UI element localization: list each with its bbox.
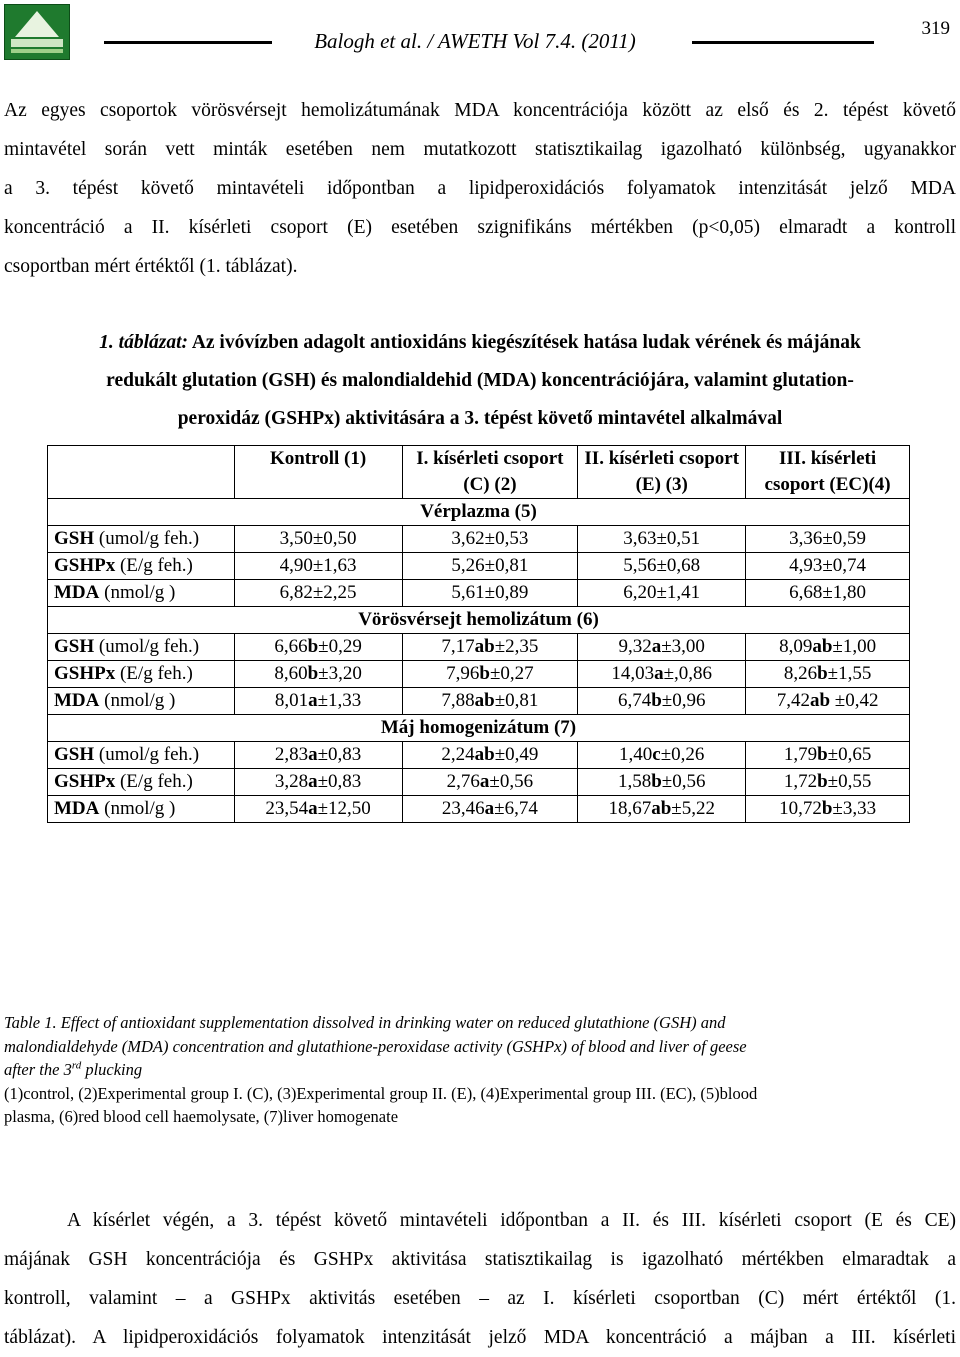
english-caption-text: plucking	[81, 1060, 143, 1079]
column-header: Kontroll (1)	[234, 446, 402, 499]
significance-letter: a	[308, 771, 318, 792]
value-cell	[234, 688, 402, 715]
caption-line-3: peroxidáz (GSHPx) aktivitására a 3. tépést követő mintavétel alkalmával	[177, 408, 783, 429]
value-cell	[234, 661, 402, 688]
value-cell	[578, 580, 746, 607]
significance-letter: a	[654, 663, 664, 684]
intro-line: a 3. tépést követő mintavételi időpontban a lipidperoxidációs folyamatok intenzitását jelző MDA	[4, 178, 956, 199]
english-caption	[4, 1011, 956, 1129]
closing-line: A kísérlet végén, a 3. tépést követő mintavételi időpontban a II. és III. kísérleti csoport (E és CE)	[67, 1210, 956, 1231]
column-header: III. kísérleti csoport (EC)(4)	[746, 446, 910, 499]
significance-letter: b	[817, 771, 828, 792]
value-text: ±3,33	[832, 798, 877, 819]
table-corner-cell	[48, 446, 235, 499]
value-cell	[578, 688, 746, 715]
value-text: 7,17	[441, 636, 475, 657]
page-number: 319	[921, 18, 950, 39]
value-text: ±1,33	[317, 690, 362, 711]
table-row	[48, 769, 910, 796]
value-cell	[234, 553, 402, 580]
journal-logo	[4, 4, 70, 60]
table-row	[48, 796, 910, 823]
value-text: 8,01	[274, 690, 309, 711]
legend-line: plasma, (6)red blood cell haemolysate, (7)liver homogenate	[4, 1107, 399, 1126]
intro-line: csoportban mért értéktől (1. táblázat).	[4, 256, 298, 277]
value-cell	[746, 526, 910, 553]
value-cell	[234, 526, 402, 553]
row-label-param: GSH	[54, 528, 95, 549]
intro-line: mintavétel során vett minták esetében nem mutatkozott statisztikailag igazolható különbség, ugyanakkor	[4, 139, 956, 160]
significance-letter: b	[821, 798, 833, 819]
value-text: 4,90±1,63	[279, 555, 357, 576]
row-label	[48, 742, 235, 769]
value-cell	[746, 553, 910, 580]
value-text: 2,76	[446, 771, 480, 792]
value-cell	[746, 796, 910, 823]
value-text: 6,20±1,41	[623, 582, 701, 603]
value-text: 3,62±0,53	[451, 528, 529, 549]
running-header: Balogh et al. / AWETH Vol 7.4. (2011)	[314, 29, 636, 53]
value-cell	[402, 553, 578, 580]
value-text: ±0,55	[827, 771, 872, 792]
significance-letter: a	[651, 636, 662, 657]
value-text: 3,50±0,50	[279, 528, 357, 549]
value-text: ±0,83	[317, 771, 362, 792]
value-cell	[234, 742, 402, 769]
value-cell	[402, 634, 578, 661]
value-cell	[746, 661, 910, 688]
value-text: 9,32	[618, 636, 652, 657]
value-text: ±2,35	[494, 636, 539, 657]
value-text: ±0,29	[318, 636, 362, 657]
row-label-unit: (nmol/g )	[99, 582, 176, 603]
value-text: ±3,00	[661, 636, 705, 657]
value-text: ±1,55	[827, 663, 872, 684]
value-text: ±0,26	[660, 744, 705, 765]
english-caption-line	[4, 1035, 956, 1059]
closing-line: kontroll, valamint – a GSHPx aktivitás esetében – az I. kísérleti csoportban (C) mért értéktől (1.	[4, 1288, 956, 1309]
value-text: 8,09	[779, 636, 813, 657]
caption-label: 1. táblázat:	[99, 332, 189, 353]
value-cell	[578, 661, 746, 688]
row-label-unit: (umol/g feh.)	[94, 636, 200, 657]
value-cell	[402, 580, 578, 607]
value-cell	[578, 634, 746, 661]
row-label-param: GSHPx	[54, 771, 116, 792]
row-label	[48, 580, 235, 607]
significance-letter: a	[308, 798, 318, 819]
table-row	[48, 661, 910, 688]
value-cell	[578, 742, 746, 769]
value-text: 2,24	[441, 744, 475, 765]
significance-letter: b	[817, 663, 828, 684]
value-text: 7,42	[776, 690, 810, 711]
value-text: ±0,49	[494, 744, 539, 765]
column-header: I. kísérleti csoport (C) (2)	[402, 446, 578, 499]
value-text: ±0,56	[489, 771, 534, 792]
value-text: 8,26	[783, 663, 818, 684]
row-label-unit: (umol/g feh.)	[94, 528, 200, 549]
significance-letter: b	[307, 663, 319, 684]
closing-line: táblázat). A lipidperoxidációs folyamatok intenzitását jelző MDA koncentráció a májban a III. kísérleti	[4, 1327, 956, 1348]
value-text: 5,26±0,81	[451, 555, 529, 576]
value-text: 6,68±1,80	[789, 582, 867, 603]
row-label-param: MDA	[54, 582, 100, 603]
significance-letter: ab	[474, 690, 495, 711]
significance-letter: a	[308, 690, 318, 711]
value-text: 18,67	[608, 798, 652, 819]
table-header-row	[48, 446, 910, 499]
english-caption-line	[4, 1058, 956, 1082]
row-label	[48, 796, 235, 823]
significance-letter: b	[817, 744, 828, 765]
value-cell	[234, 634, 402, 661]
intro-paragraph	[4, 91, 956, 286]
value-text: 6,82±2,25	[279, 582, 357, 603]
superscript: rd	[71, 1059, 82, 1072]
value-text: ±0,42	[830, 690, 879, 711]
section-title: Vörösvérsejt hemolizátum (6)	[48, 607, 910, 634]
section-row	[48, 607, 910, 634]
significance-letter: ab	[474, 636, 495, 657]
value-text: 7,88	[441, 690, 475, 711]
row-label	[48, 634, 235, 661]
significance-letter: b	[479, 663, 490, 684]
significance-letter: b	[651, 690, 662, 711]
value-cell	[578, 553, 746, 580]
value-text: 3,36±0,59	[789, 528, 867, 549]
value-cell	[234, 580, 402, 607]
section-title: Máj homogenizátum (7)	[48, 715, 910, 742]
value-text: 1,58	[617, 771, 652, 792]
legend-line: (1)control, (2)Experimental group I. (C), (3)Experimental group II. (E), (4)Experimental group III. (EC), (5)blood	[4, 1083, 758, 1103]
value-cell	[746, 742, 910, 769]
significance-letter: c	[652, 744, 661, 765]
value-cell	[578, 526, 746, 553]
row-label	[48, 769, 235, 796]
english-caption-prefix: Table 1.	[4, 1013, 57, 1032]
english-caption-text: malondialdehyde (MDA) concentration and glutathione-peroxidase activity (GSHPx) of blood and liver of geese	[4, 1036, 747, 1056]
row-label-param: GSHPx	[54, 555, 116, 576]
intro-line: Az egyes csoportok vörösvérsejt hemolizátumának MDA koncentrációja között az első és 2. tépést követő	[4, 100, 956, 121]
value-text: 1,40	[619, 744, 653, 765]
value-text: 3,63±0,51	[623, 528, 701, 549]
row-label-unit: (nmol/g )	[99, 798, 176, 819]
value-cell	[746, 634, 910, 661]
table-row	[48, 553, 910, 580]
significance-letter: a	[308, 744, 318, 765]
value-text: ±5,22	[671, 798, 715, 819]
row-label-param: MDA	[54, 690, 100, 711]
value-cell	[234, 769, 402, 796]
value-cell	[578, 769, 746, 796]
closing-line: májának GSH koncentrációja és GSHPx aktivitása statisztikailag is igazolható mértékben elmaradtak a	[4, 1249, 956, 1270]
value-text: 14,03	[611, 663, 655, 684]
table-row	[48, 634, 910, 661]
value-cell	[402, 526, 578, 553]
value-cell	[402, 661, 578, 688]
value-cell	[402, 742, 578, 769]
value-cell	[746, 580, 910, 607]
table-row	[48, 526, 910, 553]
header-rule-right	[692, 41, 874, 44]
significance-letter: a	[479, 771, 490, 792]
value-text: ±6,74	[494, 798, 538, 819]
caption-line-2: redukált glutation (GSH) és malondialdehid (MDA) koncentrációjára, valamint glutation-	[106, 370, 854, 391]
row-label-unit: (E/g feh.)	[115, 663, 193, 684]
row-label-unit: (umol/g feh.)	[94, 744, 200, 765]
english-caption-text: Effect of antioxidant supplementation dissolved in drinking water on reduced glutathione (GSH) and	[56, 1013, 726, 1032]
section-row	[48, 499, 910, 526]
value-text: 5,56±0,68	[623, 555, 701, 576]
row-label-param: GSH	[54, 744, 95, 765]
table-row	[48, 742, 910, 769]
significance-letter: ab	[651, 798, 672, 819]
column-header: II. kísérleti csoport (E) (3)	[578, 446, 746, 499]
significance-letter: b	[307, 636, 319, 657]
header-rule-left	[104, 41, 272, 44]
significance-letter: ab	[474, 744, 495, 765]
value-text: 5,61±0,89	[451, 582, 529, 603]
value-cell	[746, 769, 910, 796]
value-text: 6,74	[617, 690, 652, 711]
value-text: 1,72	[783, 771, 818, 792]
intro-line: koncentráció a II. kísérleti csoport (E) esetében szignifikáns mértékben (p<0,05) elmaradt a kontroll	[4, 217, 956, 238]
value-cell	[402, 796, 578, 823]
value-text: 7,96	[446, 663, 480, 684]
value-text: ±0,83	[317, 744, 362, 765]
value-text: 1,79	[783, 744, 818, 765]
significance-letter: b	[651, 771, 662, 792]
value-cell	[578, 796, 746, 823]
significance-letter: a	[484, 798, 495, 819]
table-caption	[0, 324, 960, 438]
caption-text: Az ivóvízben adagolt antioxidáns kiegészítések hatása ludak vérének és májának	[188, 332, 861, 353]
value-cell	[402, 769, 578, 796]
value-text: ±0,27	[489, 663, 534, 684]
value-text: ±3,20	[318, 663, 362, 684]
row-label-param: MDA	[54, 798, 100, 819]
value-cell	[234, 796, 402, 823]
value-text: 6,66	[274, 636, 308, 657]
value-text: 3,28	[274, 771, 309, 792]
value-text: ±0,96	[661, 690, 706, 711]
english-caption-text: after the 3	[4, 1060, 72, 1079]
value-text: ±0,56	[661, 771, 706, 792]
value-text: 23,46	[441, 798, 485, 819]
row-label-unit: (E/g feh.)	[115, 555, 193, 576]
value-text: 8,60	[274, 663, 308, 684]
row-label	[48, 661, 235, 688]
row-label-param: GSH	[54, 636, 95, 657]
row-label	[48, 526, 235, 553]
closing-paragraph	[4, 1201, 956, 1357]
table-row	[48, 580, 910, 607]
english-caption-line	[4, 1011, 956, 1035]
section-title: Vérplazma (5)	[48, 499, 910, 526]
value-text: 2,83	[274, 744, 309, 765]
value-text: 10,72	[779, 798, 822, 819]
value-text: 4,93±0,74	[789, 555, 867, 576]
section-row	[48, 715, 910, 742]
significance-letter: ab	[809, 690, 831, 711]
results-table	[47, 445, 910, 823]
row-label-unit: (E/g feh.)	[115, 771, 193, 792]
value-text: ±,0,86	[663, 663, 713, 684]
row-label	[48, 688, 235, 715]
row-label-unit: (nmol/g )	[99, 690, 176, 711]
value-text: ±12,50	[317, 798, 371, 819]
caption-line-1	[0, 324, 960, 362]
value-text: ±1,00	[832, 636, 877, 657]
significance-letter: ab	[812, 636, 833, 657]
row-label	[48, 553, 235, 580]
row-label-param: GSHPx	[54, 663, 116, 684]
value-text: 23,54	[265, 798, 309, 819]
value-text: ±0,65	[827, 744, 872, 765]
value-text: ±0,81	[494, 690, 539, 711]
value-cell	[746, 688, 910, 715]
table-row	[48, 688, 910, 715]
value-cell	[402, 688, 578, 715]
